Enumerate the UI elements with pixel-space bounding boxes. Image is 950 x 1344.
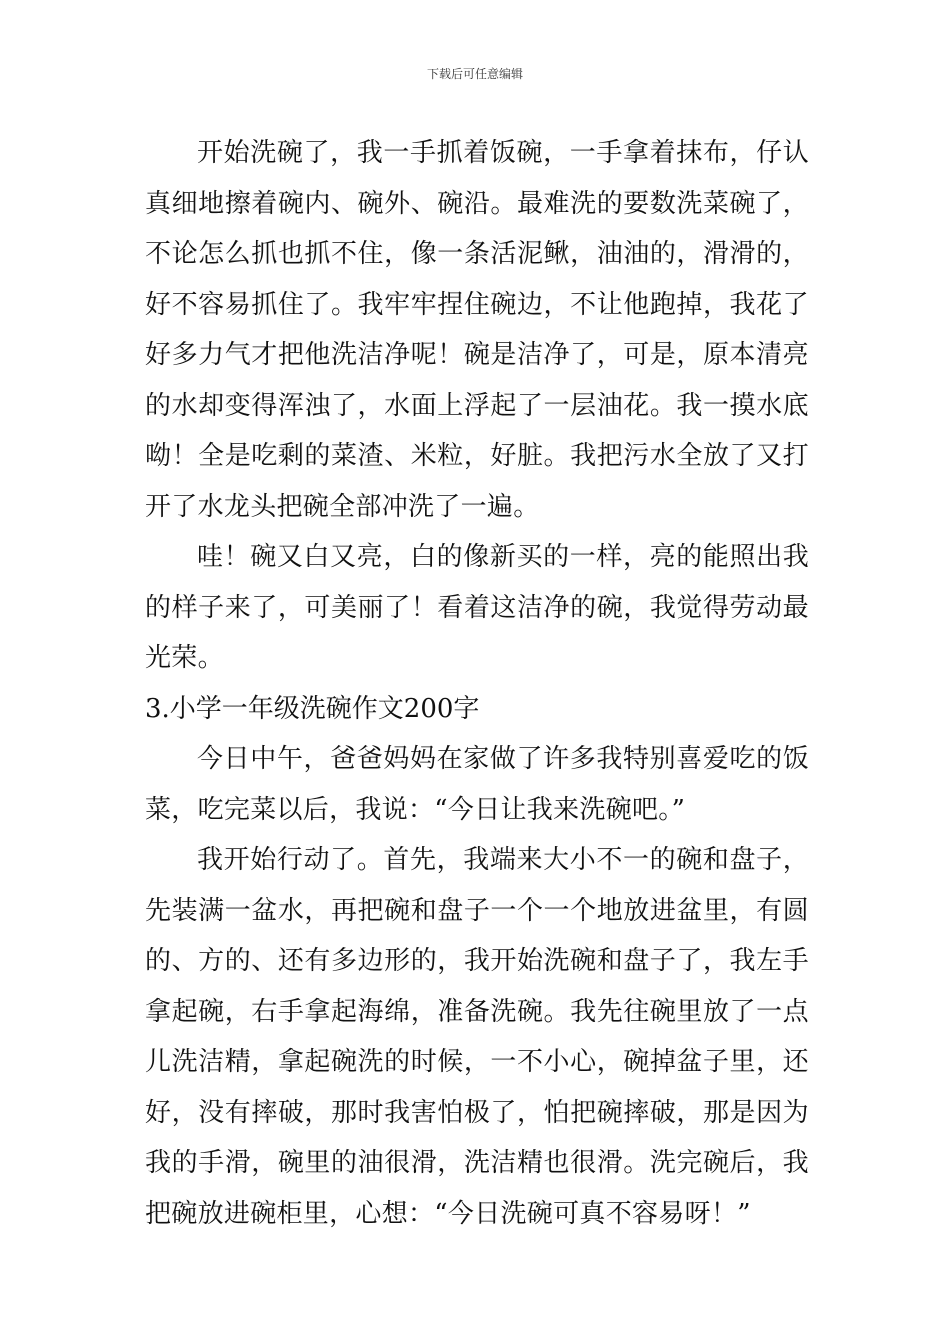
paragraph-clean-bowl: 哇！碗又白又亮，白的像新买的一样，亮的能照出我的样子来了，可美丽了！看着这洁净的碗，我觉得劳动最光荣。	[145, 542, 809, 673]
page-header: 下载后可任意编辑	[426, 67, 523, 81]
paragraph-washing-start: 开始洗碗了，我一手抓着饭碗，一手拿着抹布，仔认真细地擦着碗内、碗外、碗沿。最难洗的要数洗菜碗了，不论怎么抓也抓不住，像一条活泥鳅，油油的，滑滑的，好不容易抓住了。我牢牢捏住碗边，不让他跑掉，我花了好多力气才把他洗洁净呢！碗是洁净了，可是，原本清亮的水却变得浑浊了，水面上浮起了一层油花。我一摸水底呦！全是吃剩的菜渣、米粒，好脏。我把污水全放了又打开了水龙头把碗全部冲洗了一遍。	[145, 138, 809, 522]
paragraph-action: 我开始行动了。首先，我端来大小不一的碗和盘子，先装满一盆水，再把碗和盘子一个一个地放进盆里，有圆的、方的、还有多边形的，我开始洗碗和盘子了，我左手拿起碗，右手拿起海绵，准备洗碗。我先往碗里放了一点儿洗洁精，拿起碗洗的时候，一不小心，碗掉盆子里，还好，没有摔破，那时我害怕极了，怕把碗摔破，那是因为我的手滑，碗里的油很滑，洗洁精也很滑。洗完碗后，我把碗放进碗柜里，心想：“今日洗碗可真不容易呀！”	[145, 845, 809, 1229]
section-heading: 3.小学一年级洗碗作文200字	[145, 693, 480, 724]
paragraph-lunch: 今日中午，爸爸妈妈在家做了许多我特别喜爱吃的饭菜，吃完菜以后，我说：“今日让我来洗碗吧。”	[145, 744, 809, 825]
document-body	[145, 128, 809, 1239]
